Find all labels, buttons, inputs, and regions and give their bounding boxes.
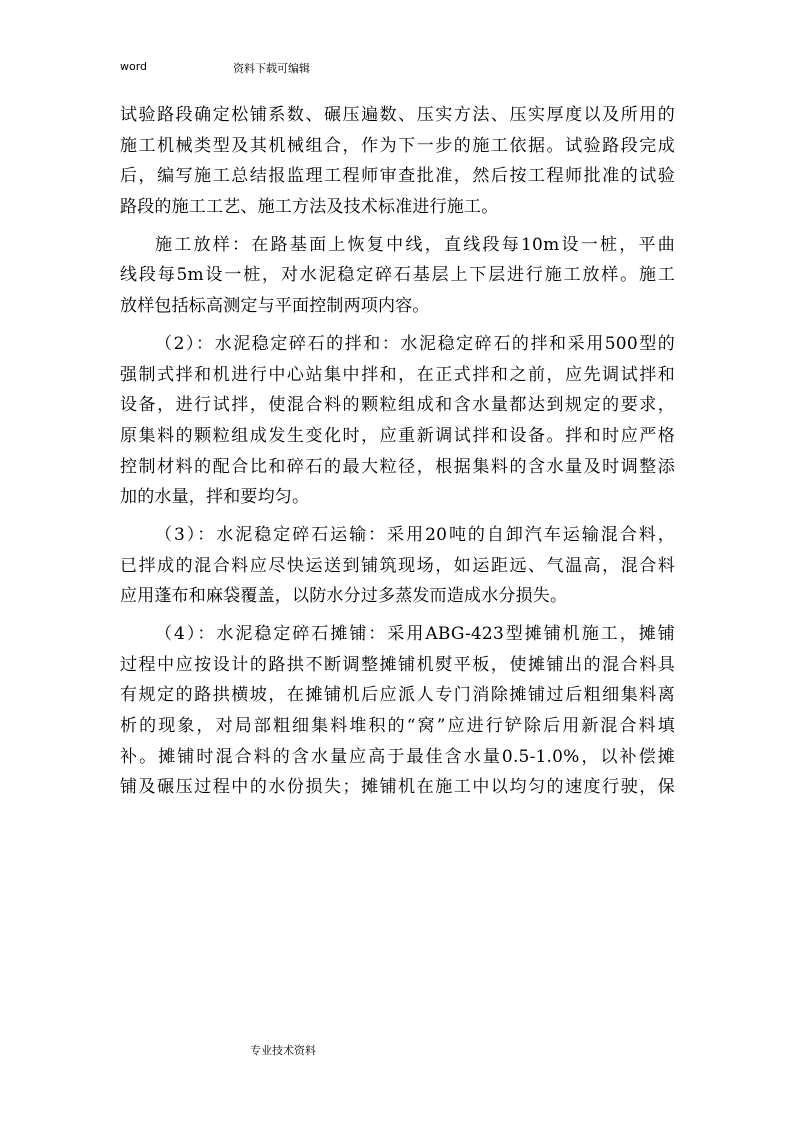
header-word-label: word (120, 60, 148, 73)
paragraph (120, 619, 675, 803)
text-line: 施工机械类型及其机械组合，作为下一步的施工依据。试验路段完成 (120, 135, 675, 156)
text-line: （2）：水泥稳定碎石的拌和：水泥稳定碎石的拌和采用500型的 (155, 333, 675, 354)
paragraph (120, 100, 675, 223)
text-line: （3）：水泥稳定碎石运输：采用20吨的自卸汽车运输混合料， (155, 524, 675, 545)
page-footer: 专业技术资料 (250, 1044, 316, 1057)
text-line: 强制式拌和机进行中心站集中拌和，在正式拌和之前，应先调试拌和 (120, 364, 675, 385)
text-line: 试验路段确定松铺系数、碾压遍数、压实方法、压实厚度以及所用的 (120, 105, 675, 125)
text-line: 应用蓬布和麻袋覆盖，以防水分过多蒸发而造成水分损失。 (120, 586, 568, 607)
text-line: 路段的施工工艺、施工方法及技术标准进行施工。 (120, 197, 499, 218)
text-line: 设备，进行试拌，使混合料的颗粒组成和含水量都达到规定的要求， (120, 395, 675, 416)
text-line: 加的水量，拌和要均匀。 (120, 487, 310, 508)
text-line: 放样包括标高测定与平面控制两项内容。 (120, 296, 430, 317)
paragraph (120, 230, 675, 322)
text-line: 控制材料的配合比和碎石的最大粒径，根据集料的含水量及时调整添 (120, 456, 675, 477)
paragraph (120, 520, 675, 612)
text-line: 析的现象，对局部粗细集料堆积的“窝”应进行铲除后用新混合料填 (120, 716, 675, 737)
text-line: 有规定的路拱横坡，在摊铺机后应派人专门消除摊铺过后粗细集料离 (120, 685, 675, 706)
text-line: （4）：水泥稳定碎石摊铺：采用ABG-423型摊铺机施工，摊铺 (155, 624, 675, 644)
text-line: 已拌成的混合料应尽快运送到铺筑现场，如运距远、气温高，混合料 (120, 555, 675, 576)
document-body (120, 100, 675, 803)
text-line: 补。摊铺时混合料的含水量应高于最佳含水量0.5-1.0%，以补偿摊 (120, 746, 675, 767)
text-line: 铺及碾压过程中的水份损失；摊铺机在施工中以均匀的速度行驶，保 (120, 777, 675, 798)
paragraph (120, 329, 675, 513)
header-title: 资料下载可编辑 (233, 62, 310, 75)
text-line: 后，编写施工总结报监理工程师审查批准，然后按工程师批准的试验 (120, 166, 675, 187)
text-line: 线段每5m设一桩，对水泥稳定碎石基层上下层进行施工放样。施工 (120, 265, 675, 286)
text-line: 过程中应按设计的路拱不断调整摊铺机熨平板，使摊铺出的混合料具 (120, 654, 675, 675)
text-line: 施工放样：在路基面上恢复中线，直线段每10m设一桩，平曲 (155, 234, 675, 255)
text-line: 原集料的颗粒组成发生变化时，应重新调试拌和设备。拌和时应严格 (120, 425, 675, 446)
